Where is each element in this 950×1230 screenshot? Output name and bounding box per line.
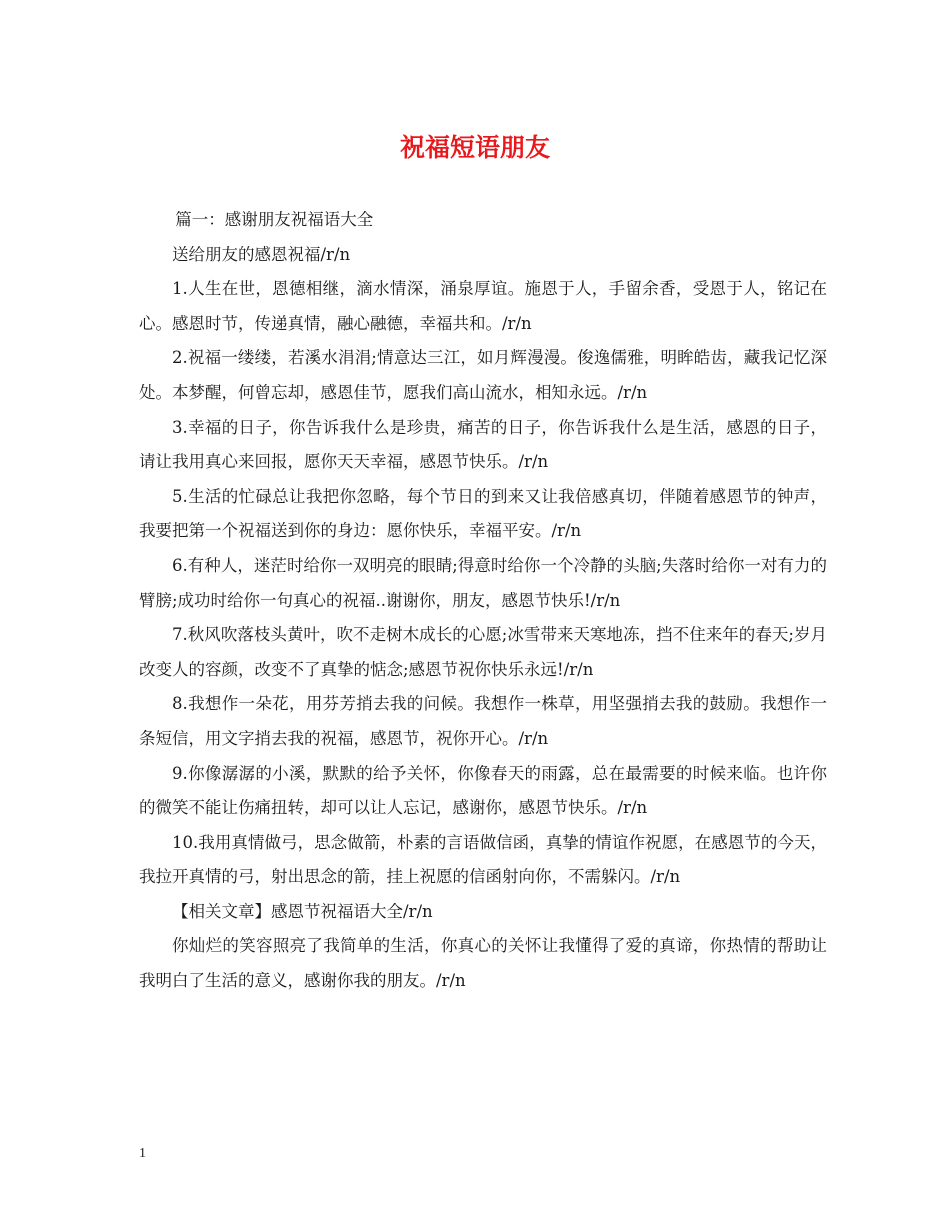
paragraph: 7.秋风吹落枝头黄叶，吹不走树木成长的心愿;冰雪带来天寒地冻，挡不住来年的春天;岁月改变人的容颜，改变不了真挚的惦念;感恩节祝你快乐永远!/r/n xyxy=(139,625,827,679)
paragraph: 10.我用真情做弓，思念做箭，朴素的言语做信函，真挚的情谊作祝愿，在感恩节的今天，我拉开真情的弓，射出思念的箭，挂上祝愿的信函射向你，不需躲闪。/r/n xyxy=(139,832,827,887)
paragraph: 你灿烂的笑容照亮了我简单的生活，你真心的关怀让我懂得了爱的真谛，你热情的帮助让我明白了生活的意义，感谢你我的朋友。/r/n xyxy=(139,936,827,991)
paragraph: 6.有种人，迷茫时给你一双明亮的眼睛;得意时给你一个冷静的头脑;失落时给你一对有力的臂膀;成功时给你一句真心的祝福..谢谢你，朋友，感恩节快乐!/r/n xyxy=(139,555,827,610)
section-heading: 篇一：感谢朋友祝福语大全 xyxy=(175,210,374,229)
paragraph: 2.祝福一缕缕，若溪水涓涓;情意达三江，如月辉漫漫。俊逸儒雅，明眸皓齿，藏我记忆深处。本梦醒，何曾忘却，感恩佳节，愿我们高山流水，相知永远。/r/n xyxy=(139,348,827,402)
paragraph: 3.幸福的日子，你告诉我什么是珍贵，痛苦的日子，你告诉我什么是生活，感恩的日子，请让我用真心来回报，愿你天天幸福，感恩节快乐。/r/n xyxy=(139,417,827,472)
page-number: 1 xyxy=(139,1146,146,1161)
related-article-heading: 【相关文章】感恩节祝福语大全/r/n xyxy=(172,901,433,921)
paragraph: 5.生活的忙碌总让我把你忽略，每个节日的到来又让我倍感真切，伴随着感恩节的钟声，我要把第一个祝福送到你的身边：愿你快乐，幸福平安。/r/n xyxy=(139,486,827,541)
document-title: 祝福短语朋友 xyxy=(399,133,550,162)
document-body xyxy=(139,203,827,999)
paragraph: 8.我想作一朵花，用芬芳捎去我的问候。我想作一株草，用坚强捎去我的鼓励。我想作一条短信，用文字捎去我的祝福，感恩节，祝你开心。/r/n xyxy=(139,694,827,748)
paragraph: 9.你像潺潺的小溪，默默的给予关怀，你像春天的雨露，总在最需要的时候来临。也许你的微笑不能让伤痛扭转，却可以让人忘记，感谢你，感恩节快乐。/r/n xyxy=(139,763,827,818)
paragraph: 1.人生在世，恩德相继，滴水情深，涌泉厚谊。施恩于人，手留余香，受恩于人，铭记在心。感恩时节，传递真情，融心融德，幸福共和。/r/n xyxy=(139,279,827,333)
paragraph: 送给朋友的感恩祝福/r/n xyxy=(172,244,351,264)
